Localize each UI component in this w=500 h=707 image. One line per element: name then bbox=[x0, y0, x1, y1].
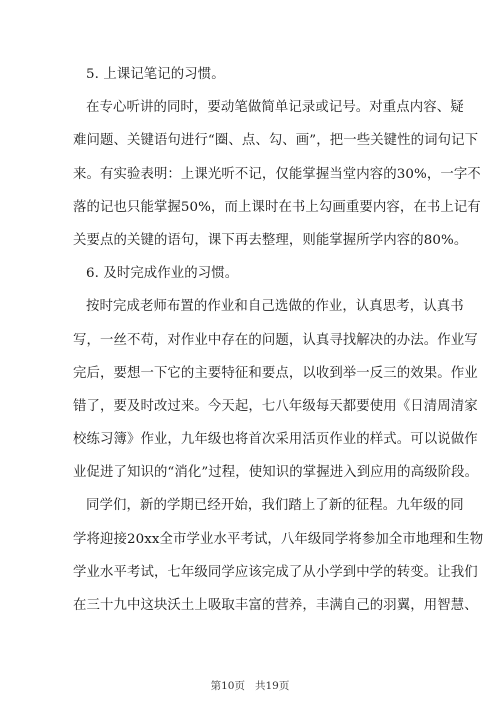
page-body bbox=[73, 58, 484, 622]
paragraph-line: 完后，要想一下它的主要特征和要点，以收到举一反三的效果。作业 bbox=[73, 365, 478, 381]
section-heading-6: 6. 及时完成作业的习惯。 bbox=[86, 266, 239, 282]
paragraph-line: 学业水平考试，七年级同学应该完成了从小学到中学的转变。让我们 bbox=[73, 564, 478, 580]
footer-mid: 页 共 bbox=[234, 680, 266, 692]
paragraph-line: 学将迎接20xx全市学业水平考试，八年级同学将参加全市地理和生物 bbox=[73, 531, 484, 547]
paragraph-line: 校练习簿》作业，九年级也将首次采用活页作业的样式。可以说做作 bbox=[73, 432, 478, 448]
paragraph-line: 在三十九中这块沃土上吸取丰富的营养，丰满自己的羽翼，用智慧、 bbox=[73, 598, 478, 613]
footer-suffix: 页 bbox=[278, 680, 290, 692]
section-heading-5: 5. 上课记笔记的习惯。 bbox=[86, 67, 225, 82]
paragraph-line: 写，一丝不苟，对作业中存在的问题，认真寻找解决的办法。作业写 bbox=[73, 332, 478, 348]
paragraph-line: 错了，要及时改过来。今天起，七八年级每天都要使用《日清周清家 bbox=[73, 398, 478, 414]
paragraph-line: 同学们，新的学期已经开始，我们踏上了新的征程。九年级的同 bbox=[86, 498, 464, 514]
paragraph-line: 落的记也只能掌握50%，而上课时在书上勾画重要内容，在书上记有 bbox=[73, 199, 481, 215]
paragraph-line: 按时完成老师布置的作业和自己选做的作业，认真思考，认真书 bbox=[86, 299, 464, 315]
paragraph-line: 难问题、关键语句进行“圈、点、勾、画”，把一些关键性的词句记下 bbox=[73, 133, 479, 149]
paragraph-line: 业促进了知识的“消化”过程，使知识的掌握进入到应用的高级阶段。 bbox=[73, 465, 479, 481]
page-footer bbox=[0, 678, 500, 693]
footer-prefix: 第 bbox=[210, 680, 222, 692]
paragraph-line: 在专心听讲的同时，要动笔做简单记录或记号。对重点内容、疑 bbox=[86, 100, 464, 116]
paragraph-line: 关要点的关键的语句，课下再去整理，则能掌握所学内容的80%。 bbox=[73, 232, 468, 248]
footer-total-pages: 19 bbox=[265, 680, 279, 692]
paragraph-line: 来。有实验表明：上课光听不记，仅能掌握当堂内容的30%，一字不 bbox=[73, 166, 481, 182]
footer-current-page: 10 bbox=[221, 680, 235, 692]
